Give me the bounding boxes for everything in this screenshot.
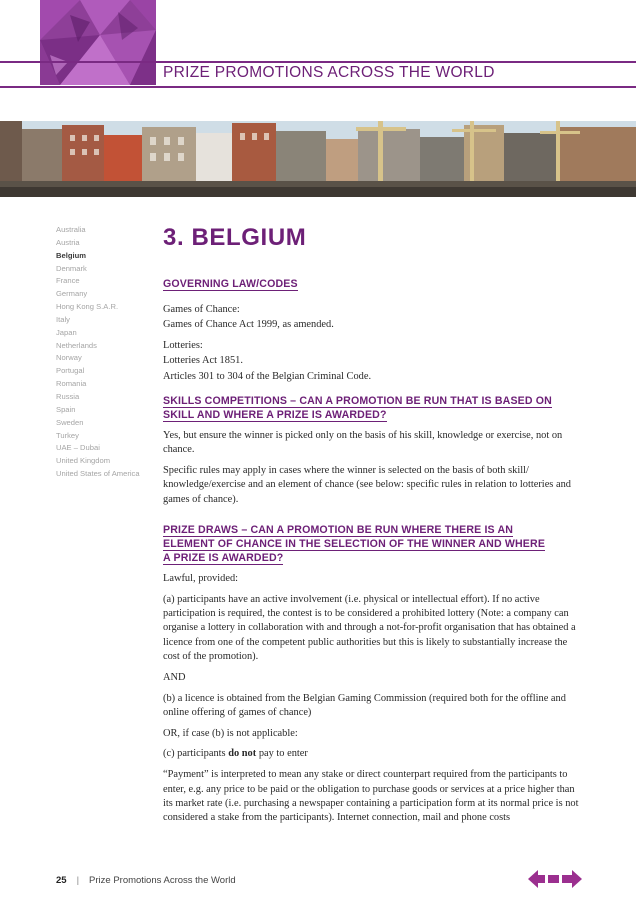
sidebar-item-denmark[interactable]: Denmark xyxy=(56,263,87,273)
paragraph: “Payment” is interpreted to mean any stake or direct counterpart required from the participants to enter, e.g. any price to be paid or the obligation to purchase goods or services at a price higher than its market rate (i.e. purchasing a newspaper containing a participation form at its normal price is not considered a stake from the participants). Internet connection, mail and phone costs xyxy=(163,769,579,824)
paragraph: Games of Chance Act 1999, as amended. xyxy=(163,319,334,331)
sidebar-item-france[interactable]: France xyxy=(56,276,80,286)
sidebar-item-australia[interactable]: Australia xyxy=(56,225,86,234)
paragraph: Yes, but ensure the winner is picked only on the basis of his skill, knowledge or exercise, not on chance. xyxy=(163,429,563,456)
paragraph: Lotteries Act 1851. xyxy=(163,355,243,367)
sidebar-item-japan[interactable]: Japan xyxy=(56,327,77,337)
paragraph: (c) participants do not pay to enter xyxy=(163,748,308,760)
paragraph: OR, if case (b) is not applicable: xyxy=(163,727,298,739)
section-heading-prize-draws: PRIZE DRAWS – CAN A PROMOTION BE RUN WHERE THERE IS AN ELEMENT OF CHANCE IN THE SELECTION OF THE WINNER AND WHERE A PRIZE IS AWARDED? xyxy=(163,523,546,564)
paragraph: Lawful, provided: xyxy=(163,572,239,584)
sidebar-item-belgium[interactable]: Belgium xyxy=(56,250,86,260)
country-nav xyxy=(56,224,156,481)
sidebar-item-romania[interactable]: Romania xyxy=(56,379,87,389)
sidebar-item-portugal[interactable]: Portugal xyxy=(56,366,85,376)
sidebar-item-united-states-of-america[interactable]: United States of America xyxy=(56,469,140,479)
paragraph: Games of Chance: xyxy=(163,304,240,315)
sidebar-item-germany[interactable]: Germany xyxy=(56,289,88,299)
paragraph: (a) participants have an active involvement (i.e. physical or intellectual effort). If no active participation is required, the contest is to be considered a prohibited lottery (Note: a company can organise a lottery in collaboration with and through a not-for-profit organisation that has obtained a licence from one of the competent public authorities but this is likely to substantially increase the cost of the promotion). xyxy=(163,593,576,662)
paragraph: Articles 301 to 304 of the Belgian Criminal Code. xyxy=(163,370,372,382)
paragraph: Lotteries: xyxy=(163,340,203,352)
page-footer xyxy=(56,875,236,886)
header-title: PRIZE PROMOTIONS ACROSS THE WORLD xyxy=(163,64,495,81)
main-content xyxy=(163,224,583,832)
sidebar-item-turkey[interactable]: Turkey xyxy=(56,430,79,440)
sidebar-item-spain[interactable]: Spain xyxy=(56,404,76,414)
sidebar-item-united-kingdom[interactable]: United Kingdom xyxy=(56,456,111,466)
section-heading-governing-law: GOVERNING LAW/CODES xyxy=(163,278,298,290)
sidebar-item-hong-kong-s-a-r[interactable]: Hong Kong S.A.R. xyxy=(56,302,119,312)
sidebar-item-russia[interactable]: Russia xyxy=(56,391,80,401)
page-number: 25 xyxy=(56,875,67,886)
square-icon[interactable] xyxy=(548,875,559,883)
arrow-right-icon[interactable] xyxy=(562,870,582,888)
arrow-left-icon[interactable] xyxy=(528,870,545,888)
footer-separator: | xyxy=(76,875,80,886)
header-rule-top xyxy=(0,61,636,63)
sidebar-item-sweden[interactable]: Sweden xyxy=(56,417,84,427)
sidebar-item-norway[interactable]: Norway xyxy=(56,353,82,363)
page-navigation xyxy=(528,869,582,889)
header-decoration xyxy=(40,0,156,85)
paragraph: AND xyxy=(163,671,186,683)
sidebar-item-austria[interactable]: Austria xyxy=(56,237,80,247)
cityscape-banner-image xyxy=(0,121,636,197)
sidebar-item-uae-dubai[interactable]: UAE – Dubai xyxy=(56,443,100,453)
header-rule-bottom xyxy=(0,86,636,88)
sidebar-item-netherlands[interactable]: Netherlands xyxy=(56,340,97,350)
page-title: 3. BELGIUM xyxy=(163,224,307,251)
paragraph: (b) a licence is obtained from the Belgian Gaming Commission (required both for the offline and online offering of games of chance) xyxy=(163,692,566,718)
footer-title: Prize Promotions Across the World xyxy=(89,875,236,886)
paragraph: Specific rules may apply in cases where the winner is selected on the basis of both skill/ knowledge/exercise and an element of chance (see below: specific rules in relation to lotteries and games of chance). xyxy=(163,465,571,505)
section-heading-skills-competitions: SKILLS COMPETITIONS – CAN A PROMOTION BE RUN THAT IS BASED ON SKILL AND WHERE A PRIZE IS AWARDED? xyxy=(163,394,552,421)
sidebar-item-italy[interactable]: Italy xyxy=(56,314,70,324)
